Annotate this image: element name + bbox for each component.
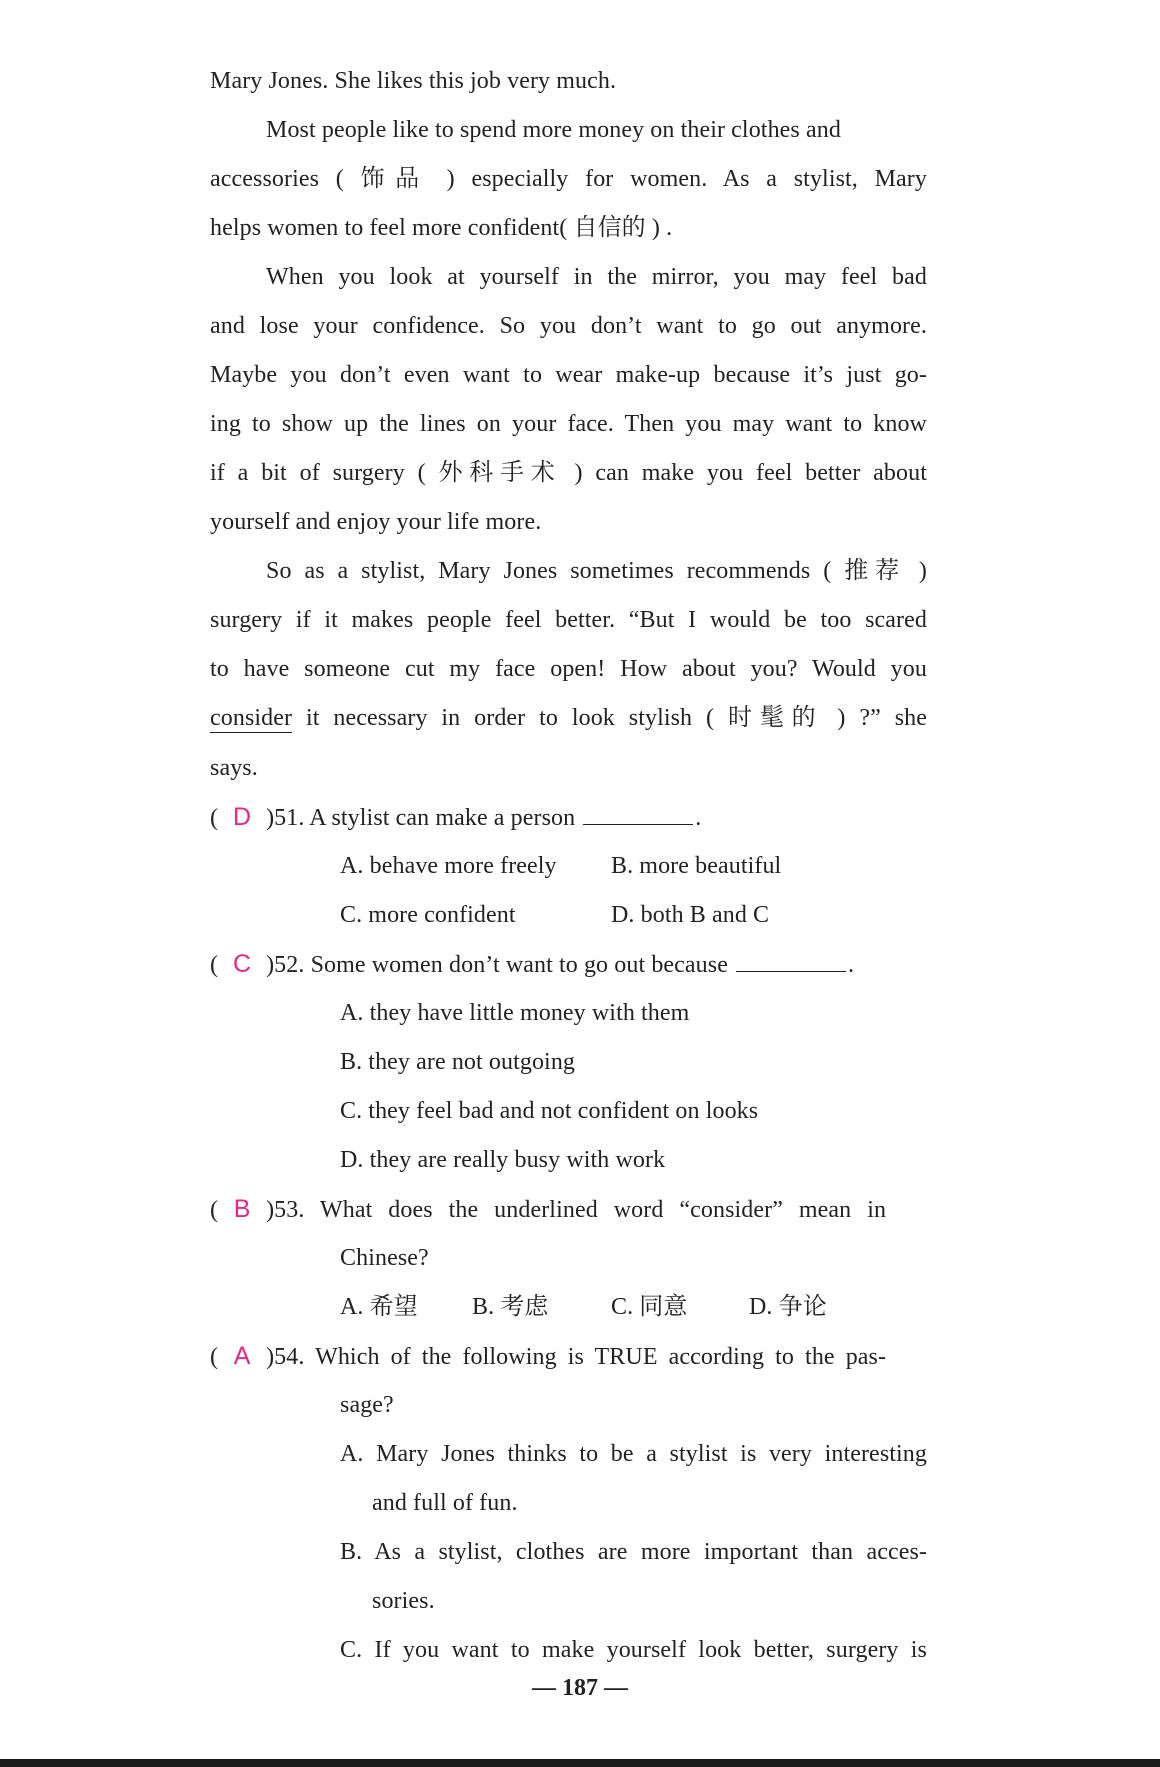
option: B. As a stylist, clothes are more important than acces- [340,1539,927,1565]
answer-mark: C [233,950,252,978]
question-51 [210,801,701,834]
passage-line: and lose your confidence. So you don’t want to go out anymore. [210,313,927,339]
question-53 [210,1193,927,1226]
option: A. they have little money with them [340,1000,690,1026]
passage-line: Mary Jones. She likes this job very much. [210,68,617,94]
option: C. If you want to make yourself look better, surgery is [340,1637,927,1663]
passage-line: accessories ( 饰品 ) especially for women. As a stylist, Mary [210,166,927,192]
passage-line: Most people like to spend more money on their clothes and [266,117,841,143]
passage-line: ing to show up the lines on your face. Then you may want to know [210,411,927,437]
passage-line: surgery if it makes people feel better. “But I would be too scared [210,607,927,633]
answer-paren: ( [210,805,219,831]
option: D. they are really busy with work [340,1147,666,1173]
option: C. more confident [340,902,516,928]
option: C. they feel bad and not confident on looks [340,1098,759,1124]
page-number: — 187 — [532,1675,628,1701]
option: B. 考虑 [472,1294,549,1320]
answer-blank [736,949,846,972]
option: D. both B and C [611,902,770,928]
passage-line: When you look at yourself in the mirror, you may feel bad [266,264,927,290]
question-stem: )52. Some women don’t want to go out because [266,952,728,978]
option: B. more beautiful [611,853,782,879]
option-continued: and full of fun. [372,1490,518,1516]
option: C. 同意 [611,1294,688,1320]
question-stem: )54. Which of the following is TRUE according to the pas- [266,1344,887,1370]
answer-mark: D [233,803,252,831]
stem-period: . [695,805,702,831]
question-54 [210,1340,927,1373]
question-stem: )51. A stylist can make a person [266,805,576,831]
passage-line: So as a stylist, Mary Jones sometimes recommends ( 推荐 ) [266,558,927,584]
passage-line: helps women to feel more confident( 自信的 ) . [210,215,673,241]
option: A. Mary Jones thinks to be a stylist is very interesting [340,1441,927,1467]
passage-line: yourself and enjoy your life more. [210,509,542,535]
answer-paren: ( [210,1197,219,1223]
question-52 [210,948,854,981]
option-continued: sories. [372,1588,435,1614]
passage-line: says. [210,755,258,781]
option: A. 希望 [340,1294,418,1320]
option: A. behave more freely [340,853,557,879]
question-stem-continued: sage? [340,1392,394,1418]
answer-mark: A [233,1342,251,1370]
passage-line: if a bit of surgery ( 外科手术 ) can make you feel better about [210,460,927,486]
answer-paren: ( [210,952,219,978]
passage-line-rest: it necessary in order to look stylish ( 时髦的 ) ?” she [292,705,927,731]
question-stem: )53. What does the underlined word “consider” mean in [266,1197,887,1223]
bottom-bar [0,1759,1160,1767]
passage-line: to have someone cut my face open! How about you? Would you [210,656,927,682]
answer-paren: ( [210,1344,219,1370]
passage-line: Maybe you don’t even want to wear make-up because it’s just go- [210,362,927,388]
question-stem-continued: Chinese? [340,1245,429,1271]
stem-period: . [847,952,855,978]
option: D. 争论 [749,1294,827,1320]
answer-mark: B [233,1195,251,1223]
answer-blank [583,802,693,825]
option: B. they are not outgoing [340,1049,576,1075]
underlined-word: consider [210,705,293,731]
passage-line [210,702,927,734]
